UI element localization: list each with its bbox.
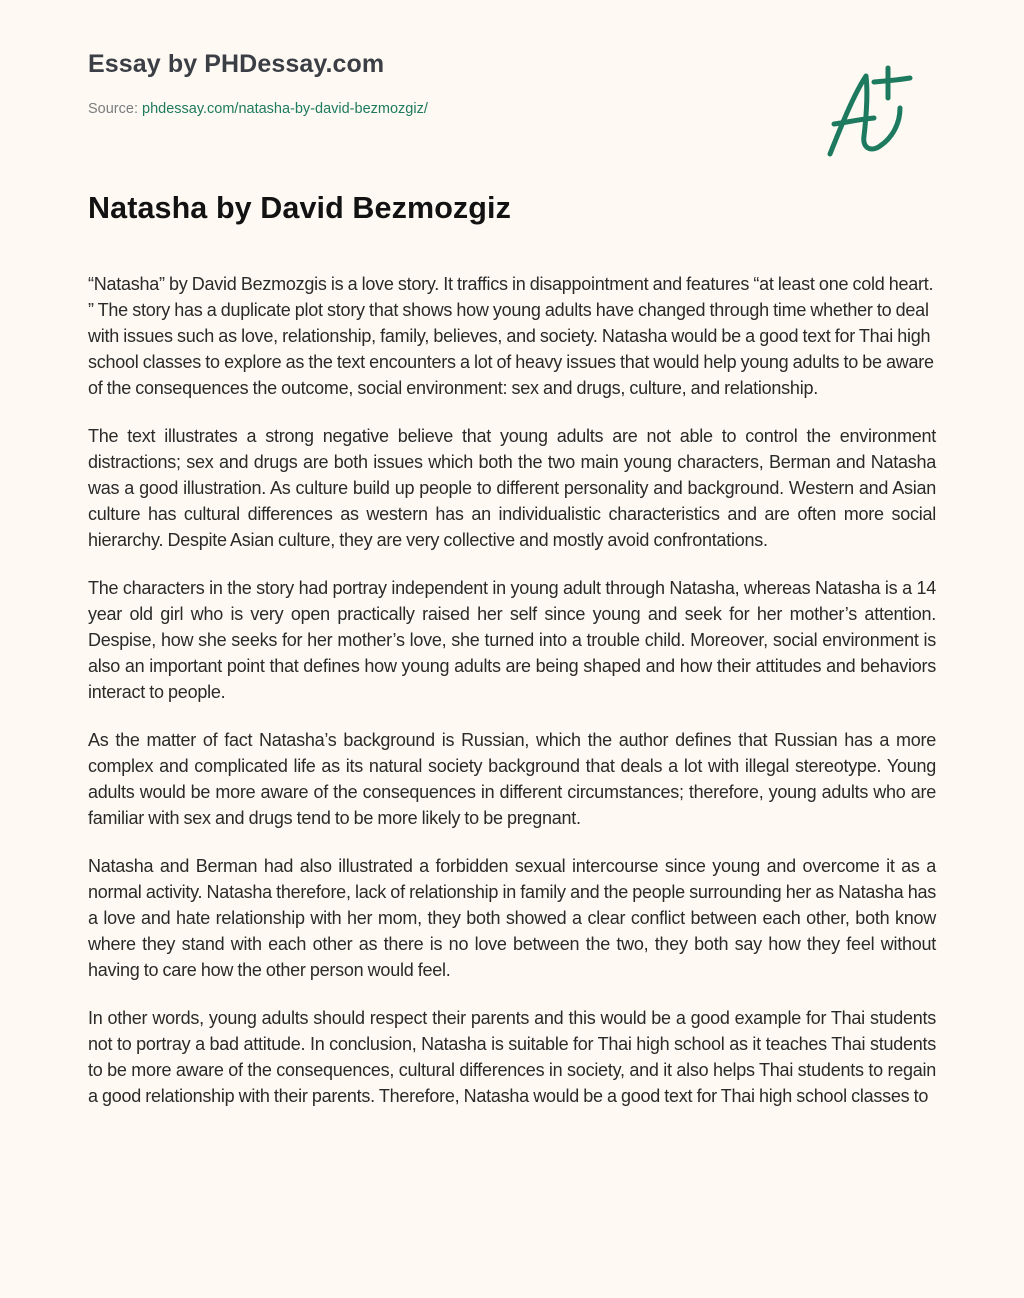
a-plus-grade-icon [822, 64, 932, 160]
essay-paragraph: “Natasha” by David Bezmozgis is a love story. It traffics in disappointment and features “at least one cold heart. ” The story has a duplicate plot story that shows how young adults have changed through time whether to deal with issues such as love, relationship, family, believes, and society. Natasha would be a good text for Thai high school classes to explore as the text encounters a lot of heavy issues that would help young adults to be aware of the consequences the outcome, social environment: sex and drugs, culture, and relationship. [88, 274, 934, 398]
essay-paragraph: The text illustrates a strong negative believe that young adults are not able to control the environment distractions; sex and drugs are both issues which both the two main young characters, Berman and Natasha was a good illustration. As culture build up people to different personality and background. Western and Asian culture has cultural differences as western has an individualistic characteristics and are often more social hierarchy. Despite Asian culture, they are very collective and mostly avoid confrontations. [88, 426, 936, 550]
essay-title: Natasha by David Bezmozgiz [88, 191, 511, 225]
essay-body [88, 271, 936, 1131]
essay-paragraph: As the matter of fact Natasha’s background is Russian, which the author defines that Russian has a more complex and complicated life as its natural society background that deals a lot with illegal stereotype. Young adults would be more aware of the consequences in different circumstances; therefore, young adults who are familiar with sex and drugs tend to be more likely to be pregnant. [88, 730, 936, 828]
source-link[interactable]: phdessay.com/natasha-by-david-bezmozgiz/ [142, 101, 428, 117]
essay-paragraph: Natasha and Berman had also illustrated a forbidden sexual intercourse since young and overcome it as a normal activity. Natasha therefore, lack of relationship in family and the people surrounding her as Natasha has a love and hate relationship with her mom, they both showed a clear conflict between each other, both know where they stand with each other as there is no love between the two, they both say how they feel without having to care how the other person would feel. [88, 856, 936, 980]
essay-paragraph: The characters in the story had portray independent in young adult through Natasha, whereas Natasha is a 14 year old girl who is very open practically raised her self since young and seek for her mother’s attention. Despise, how she seeks for her mother’s love, she turned into a trouble child. Moreover, social environment is also an important point that defines how young adults are being shaped and how their attitudes and behaviors interact to people. [88, 578, 936, 702]
site-title: Essay by PHDessay.com [88, 50, 385, 78]
source-label: Source: [88, 101, 142, 117]
essay-paragraph: In other words, young adults should respect their parents and this would be a good example for Thai students not to portray a bad attitude. In conclusion, Natasha is suitable for Thai high school as it teaches Thai students to be more aware of the consequences, cultural differences in society, and it also helps Thai students to regain a good relationship with their parents. Therefore, Natasha would be a good text for Thai high school classes to [88, 1008, 936, 1106]
source-line [88, 101, 428, 117]
